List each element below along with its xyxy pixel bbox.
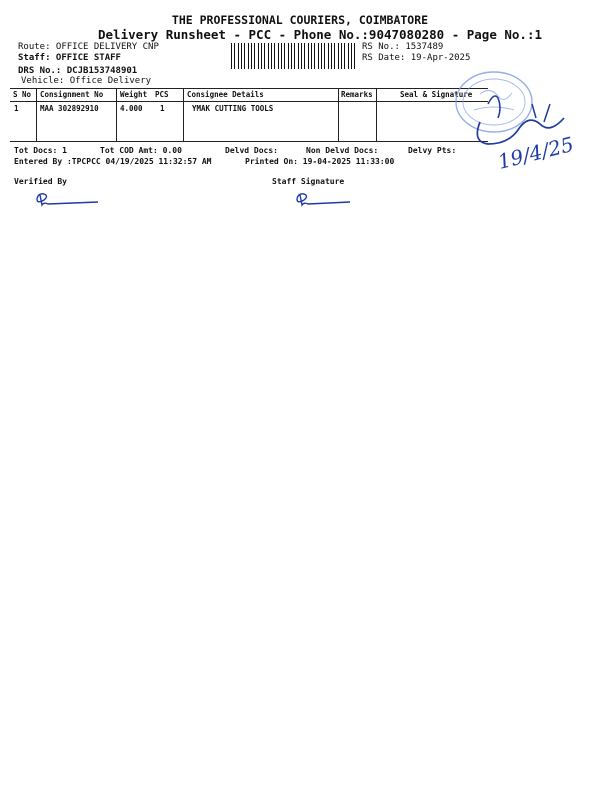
barcode-bar — [288, 43, 289, 69]
table-top-rule — [10, 88, 488, 89]
barcode-bar — [314, 43, 315, 69]
rs-number: RS No.: 1537489 — [362, 42, 444, 52]
delivered-docs: Delvd Docs: — [225, 146, 278, 155]
barcode-bar — [304, 43, 305, 69]
barcode-bar — [251, 43, 252, 69]
total-cod-amount: Tot COD Amt: 0.00 — [100, 146, 182, 155]
non-delivered-docs: Non Delvd Docs: — [306, 146, 379, 155]
header-pcs: PCS — [155, 90, 169, 99]
barcode-bar — [348, 43, 349, 69]
barcode-bar — [291, 43, 292, 69]
column-divider — [116, 89, 117, 141]
header-consignee-details: Consignee Details — [187, 90, 264, 99]
printed-on: Printed On: 19-04-2025 11:33:00 — [245, 157, 395, 166]
header-remarks: Remarks — [341, 90, 373, 99]
barcode-bar — [284, 43, 285, 69]
seal-stamp-and-signature — [440, 64, 590, 184]
table-bottom-rule — [10, 141, 488, 142]
barcode-bar — [278, 43, 279, 69]
company-title: THE PROFESSIONAL COURIERS, COIMBATORE — [171, 13, 429, 27]
barcode-bar — [258, 43, 259, 69]
barcode-bar — [264, 43, 265, 69]
barcode-bar — [321, 43, 322, 69]
column-divider — [376, 89, 377, 141]
column-divider — [338, 89, 339, 141]
barcode-bar — [294, 43, 295, 69]
barcode-bar — [248, 43, 249, 69]
barcode-bar — [231, 43, 232, 69]
entered-by: Entered By :TPCPCC 04/19/2025 11:32:57 AM — [14, 157, 212, 166]
barcode-bar — [298, 43, 299, 69]
barcode-bar — [344, 43, 345, 69]
barcode-bar — [268, 43, 269, 69]
route-text: Route: OFFICE DELIVERY CNP — [18, 42, 159, 52]
vehicle-text: Vehicle: Office Delivery — [21, 76, 152, 86]
barcode-bar — [281, 43, 282, 69]
barcode-bar — [238, 43, 239, 69]
table-row-weight: 4.000 — [120, 104, 143, 113]
barcode-bar — [338, 43, 339, 69]
table-row-pcs: 1 — [160, 104, 165, 113]
staff-signature — [294, 190, 360, 210]
barcode-bar — [341, 43, 342, 69]
staff-text: Staff: OFFICE STAFF — [18, 53, 121, 63]
table-row-consignee: YMAK CUTTING TOOLS — [192, 104, 274, 113]
barcode-bar — [311, 43, 312, 69]
barcode-bar — [351, 43, 352, 69]
barcode-bar — [261, 43, 262, 69]
barcode-image — [231, 43, 355, 69]
barcode-bar — [301, 43, 302, 69]
barcode-bar — [354, 43, 355, 69]
handwritten-date: 19/4/25 — [495, 131, 577, 174]
barcode-bar — [241, 43, 242, 69]
barcode-bar — [244, 43, 245, 69]
barcode-bar — [271, 43, 272, 69]
runsheet-title: Delivery Runsheet - PCC - Phone No.:9047080280 - Page No.:1 — [98, 27, 543, 42]
header-consignment-no: Consignment No — [40, 90, 104, 99]
barcode-bar — [328, 43, 329, 69]
table-header-rule — [10, 101, 488, 102]
barcode-bar — [234, 43, 235, 69]
total-docs: Tot Docs: 1 — [14, 146, 67, 155]
rs-date: RS Date: 19-Apr-2025 — [362, 53, 471, 63]
barcode-bar — [254, 43, 255, 69]
barcode-bar — [334, 43, 335, 69]
table-row-s-no: 1 — [14, 104, 19, 113]
delivery-points: Delvy Pts: — [408, 146, 457, 155]
header-weight: Weight — [120, 90, 148, 99]
barcode-bar — [308, 43, 309, 69]
barcode-bar — [324, 43, 325, 69]
header-seal-signature: Seal & Signature — [400, 90, 473, 99]
verified-by-label: Verified By — [14, 177, 67, 186]
column-divider — [36, 89, 37, 141]
verified-by-signature — [34, 190, 100, 210]
column-divider — [183, 89, 184, 141]
barcode-bar — [318, 43, 319, 69]
barcode-bar — [274, 43, 275, 69]
header-s-no: S No — [13, 90, 32, 99]
barcode-bar — [331, 43, 332, 69]
table-row-consignment-no: MAA 302892910 — [40, 104, 99, 113]
staff-signature-label: Staff Signature — [272, 177, 345, 186]
drs-number: DRS No.: DCJB153748901 — [18, 66, 138, 76]
